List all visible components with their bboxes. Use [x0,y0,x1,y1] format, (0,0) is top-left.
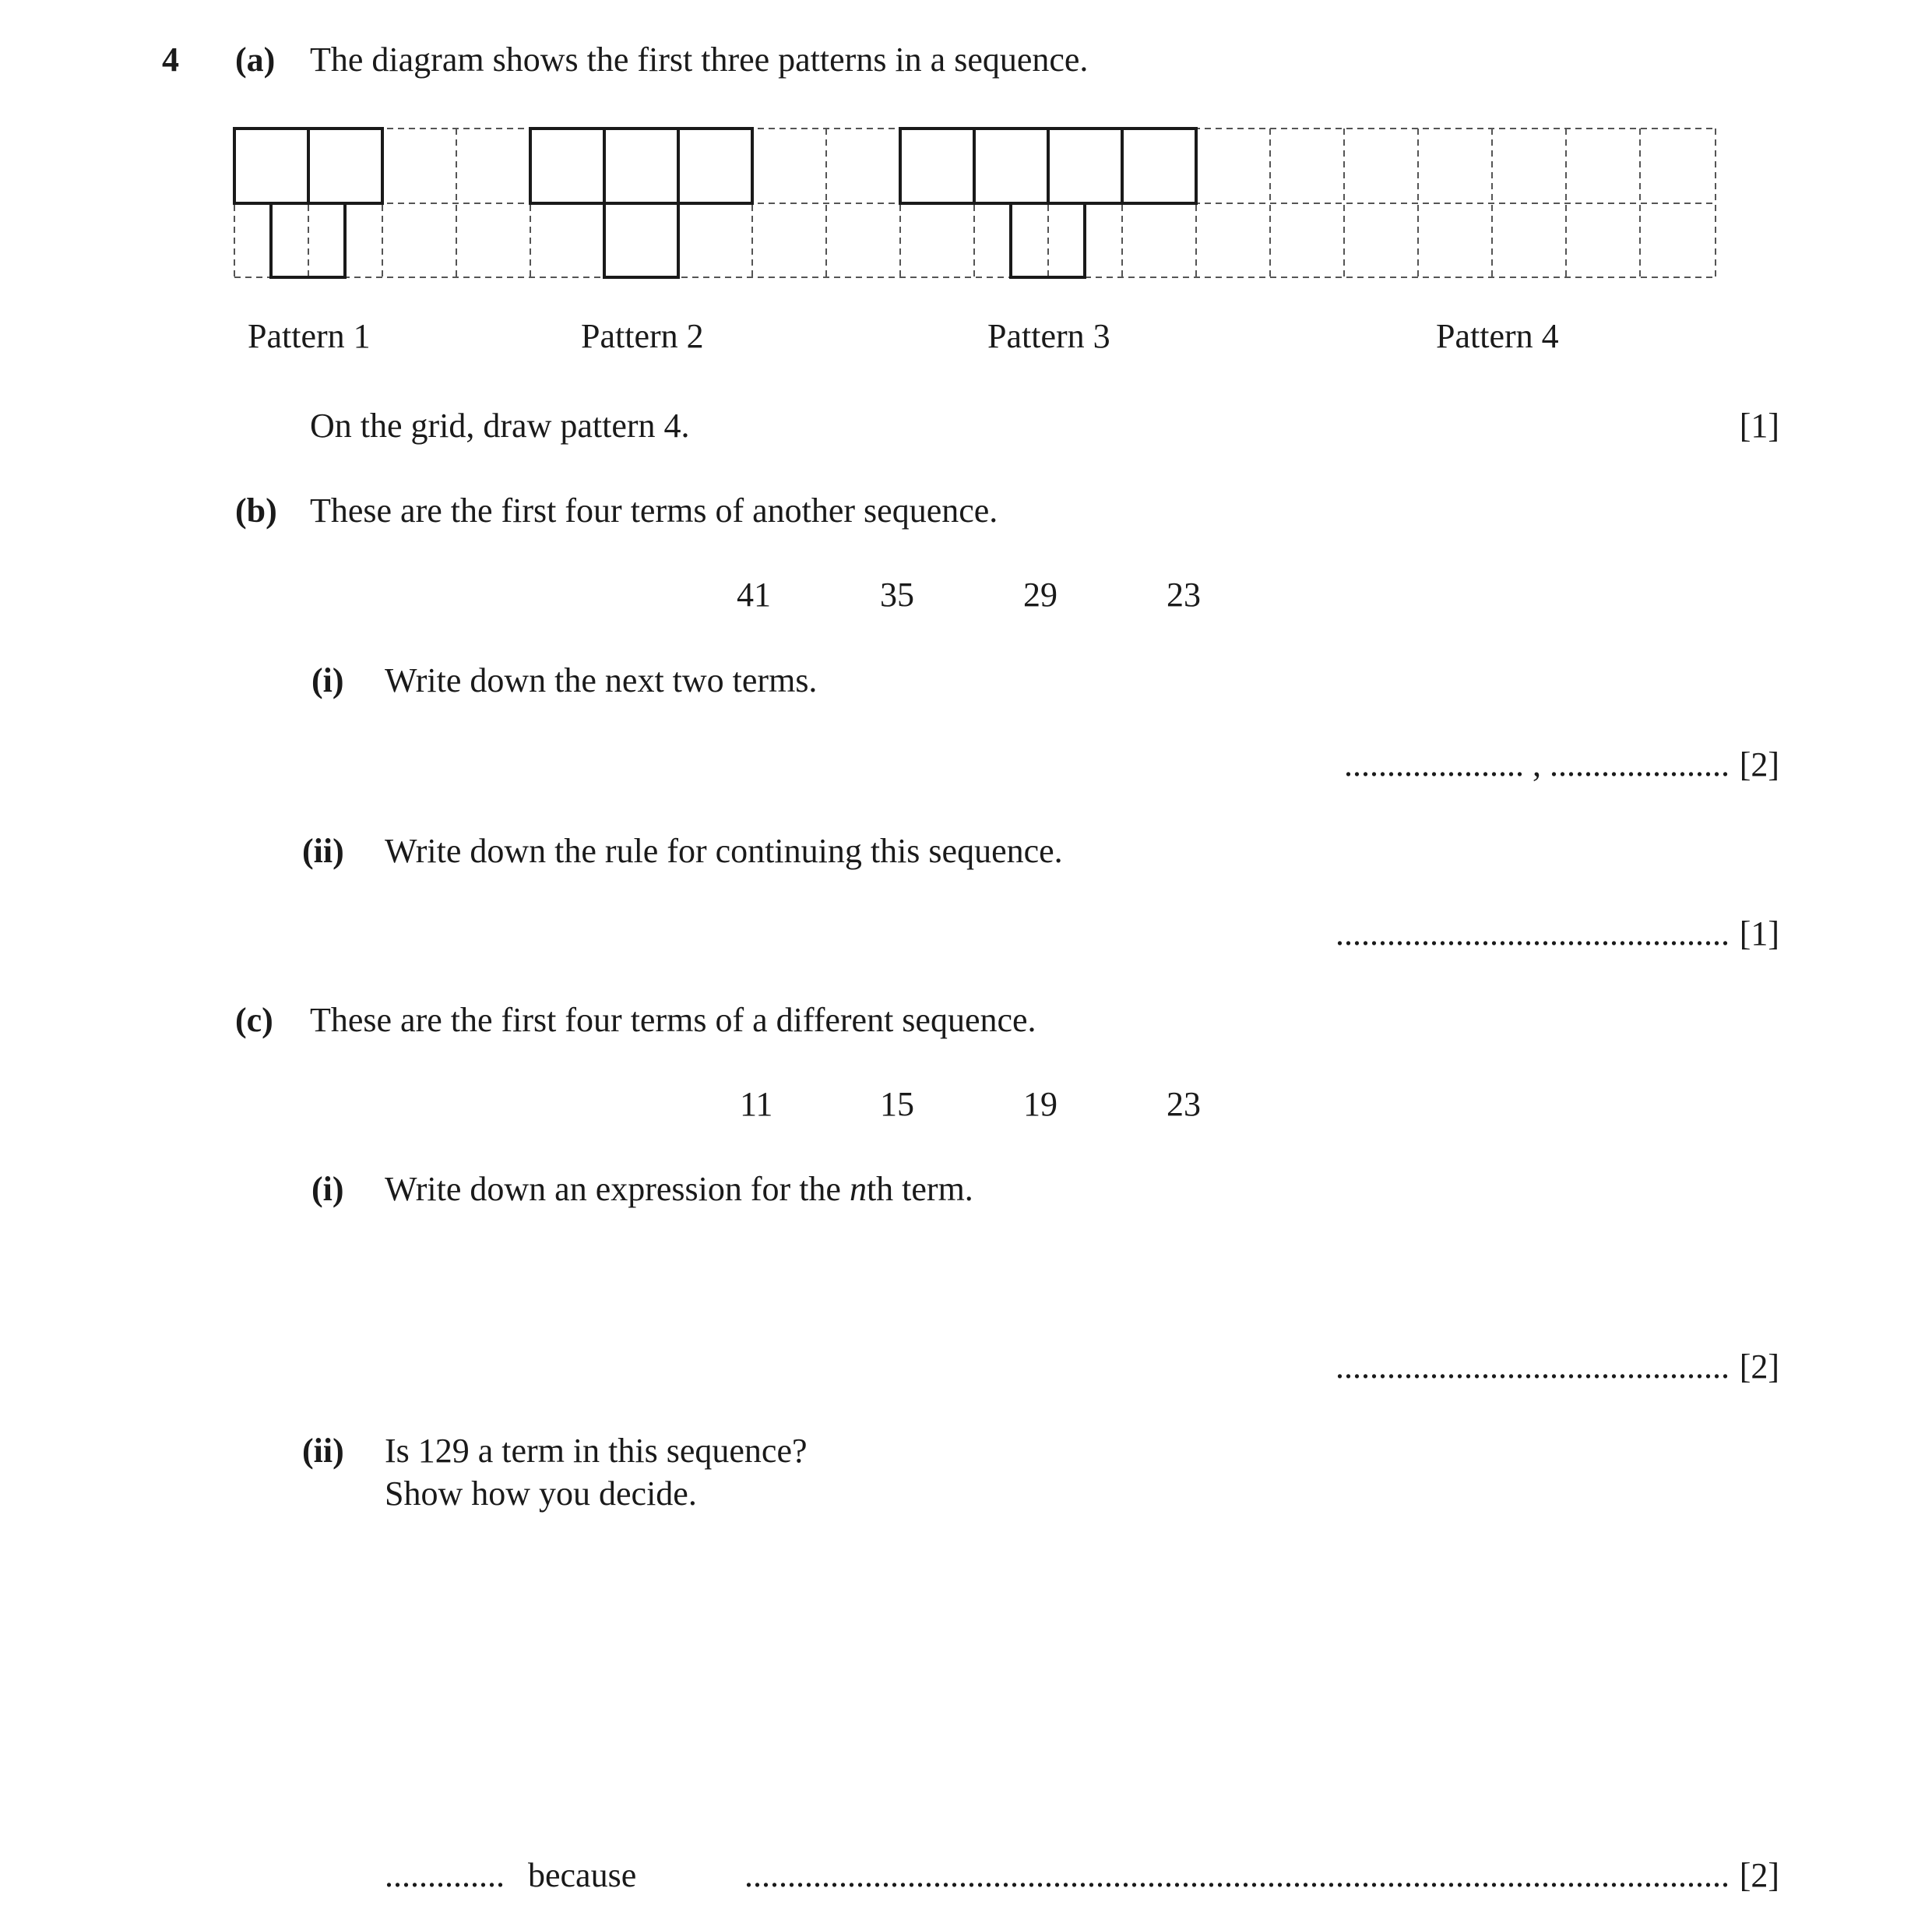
part-c-i-answer-line[interactable]: .............................................. [1336,1347,1730,1386]
pattern-2-label: Pattern 2 [581,317,704,355]
sequence-b-term: 35 [880,576,914,614]
pattern-4-label: Pattern 4 [1436,317,1559,355]
part-a-label: (a) [235,41,276,79]
pattern-3-shape [900,129,1196,277]
sequence-b-term: 23 [1167,576,1201,614]
pattern-3-label: Pattern 3 [987,317,1110,355]
pattern-1-label: Pattern 1 [248,317,371,355]
part-c-ii-instruction: Show how you decide. [385,1474,697,1513]
part-c-ii-marks: [2] [1739,1856,1779,1894]
part-c-ii-label: (ii) [302,1432,344,1470]
part-b-ii-marks: [1] [1739,914,1779,953]
part-c-ii-question: Is 129 a term in this sequence? [385,1432,808,1470]
part-a-instruction: On the grid, draw pattern 4. [310,407,690,445]
pattern-1-shape [234,129,382,277]
question-number: 4 [162,41,179,79]
part-b-intro: These are the first four terms of another sequence. [310,491,998,530]
part-b-ii-answer-line[interactable]: .............................................. [1336,914,1730,953]
part-c-i-text-end: th term. [866,1170,973,1208]
part-b-i-label: (i) [311,661,344,699]
part-a-intro: The diagram shows the first three patterns in a sequence. [310,41,1089,79]
sequence-b-term: 41 [737,576,771,614]
part-b-i-text: Write down the next two terms. [385,661,818,699]
part-c-label: (c) [235,1001,273,1039]
pattern-2-shape [530,129,752,277]
part-b-ii-label: (ii) [302,832,344,870]
part-b-ii-text: Write down the rule for continuing this sequence. [385,832,1063,870]
because-label: because [528,1856,637,1894]
pattern-grid-diagram[interactable] [0,0,1932,312]
n-variable: n [849,1170,867,1208]
sequence-b-term: 29 [1023,576,1057,614]
sequence-c-term: 19 [1023,1085,1057,1123]
part-c-i-label: (i) [311,1170,344,1208]
part-c-i-text [385,1172,973,1207]
part-c-ii-answer-long[interactable]: ................................................................................................................... [744,1856,1730,1894]
part-b-i-marks: [2] [1739,745,1779,784]
part-c-intro: These are the first four terms of a different sequence. [310,1001,1036,1039]
part-c-i-marks: [2] [1739,1347,1779,1386]
sequence-c-term: 11 [740,1085,773,1123]
sequence-c-term: 23 [1167,1085,1201,1123]
part-b-i-answer-line[interactable]: ..................... , ..................... [1344,745,1730,784]
part-c-ii-answer-short[interactable]: .............. [385,1856,505,1894]
part-a-marks: [1] [1739,407,1779,445]
part-b-label: (b) [235,491,277,530]
part-c-i-text-start: Write down an expression for the [385,1170,850,1208]
sequence-c-term: 15 [880,1085,914,1123]
